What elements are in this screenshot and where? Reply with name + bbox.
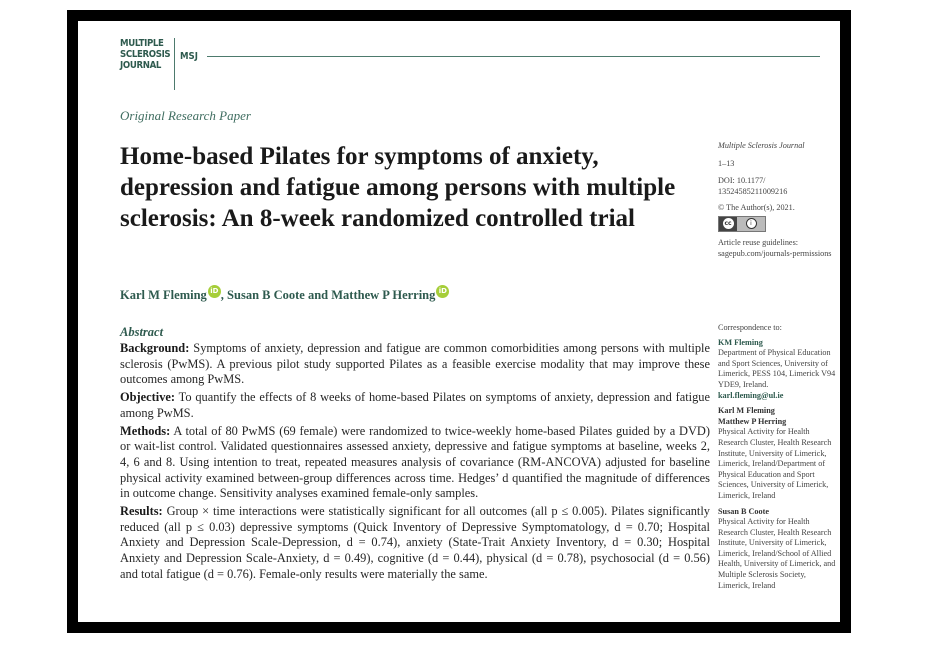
- journal-logo-text: [120, 38, 171, 71]
- paper-page: [78, 21, 840, 622]
- logo-line: SCLEROSIS: [120, 49, 171, 60]
- affiliation: [718, 406, 836, 501]
- section-text: A total of 80 PwMS (69 female) were randomized to twice-weekly home-based Pilates guided by a DVD) or wait-list control. Validated questionnaires assessed anxiety, depressive and fatigue symptoms at baseline, weeks 2, 4, 6 and 8. Using intention to treat, repeated measures analysis of covariance (RM-ANCOVA) adjusted for baseline physical activity examined between-group differences across time. Hedges’ d quantified the magnitude of differences in outcome change. Sensitivity analyses examined female-only samples.: [120, 423, 710, 501]
- affiliation-author: Matthew P Herring: [718, 416, 787, 426]
- logo-divider: [174, 38, 175, 90]
- header-rule: [207, 56, 820, 57]
- abstract-methods: [120, 424, 710, 503]
- doi-line: 13524585211009216: [718, 186, 788, 196]
- affiliation: [718, 507, 836, 592]
- affiliation-author: Karl M Fleming: [718, 406, 775, 416]
- creative-commons-icon: cc: [724, 220, 732, 228]
- article-title: Home-based Pilates for symptoms of anxiety, depression and fatigue among persons with multiple sclerosis: An 8-week randomized controlled trial: [120, 143, 676, 232]
- black-frame: [67, 10, 851, 633]
- doi-line: DOI: 10.1177/: [718, 176, 766, 186]
- affiliation-text: Physical Activity for Health Research Cluster, Health Research Institute, University of Limerick, Limerick, Ireland/Department of Physical Education and Sport Sciences, University of Limerick, Limerick, Ireland: [718, 427, 832, 500]
- orcid-icon[interactable]: iD: [436, 285, 449, 298]
- section-text: To quantify the effects of 8 weeks of home-based Pilates on symptoms of anxiety, depression and fatigue among PwMS.: [120, 390, 710, 420]
- page-range: 1–13: [718, 158, 735, 168]
- logo-line: MULTIPLE: [120, 38, 164, 49]
- orcid-icon[interactable]: iD: [208, 285, 221, 298]
- abstract-objective: [120, 390, 710, 421]
- reuse-guidelines[interactable]: Article reuse guidelines: sagepub.com/journals-permissions: [718, 237, 832, 258]
- section-label: Results:: [120, 504, 163, 519]
- abstract: [120, 325, 710, 585]
- affiliation-author: Susan B Coote: [718, 506, 769, 516]
- author-name[interactable]: Susan B Coote: [227, 288, 305, 302]
- abstract-background: [120, 341, 710, 388]
- correspondence: [718, 323, 836, 596]
- author-list: [120, 285, 449, 303]
- copyright: © The Author(s), 2021.: [718, 203, 795, 213]
- section-label: Background:: [120, 341, 190, 355]
- correspondence-email[interactable]: karl.fleming@ul.ie: [718, 390, 784, 400]
- cc-by-license-badge[interactable]: [718, 216, 766, 232]
- section-label: Methods:: [120, 423, 171, 438]
- abstract-results: [120, 504, 710, 583]
- author-separator: ,: [220, 288, 228, 302]
- correspondence-address: Department of Physical Education and Sport Sciences, University of Limerick, PESS 104, Limerick V94 YDE9, Ireland.: [718, 348, 836, 389]
- correspondence-name: KM Fleming: [718, 337, 763, 347]
- correspondence-heading: Correspondence to:: [718, 323, 782, 332]
- article-meta-sidebar: [718, 141, 836, 259]
- journal-abbreviation: MSJ: [180, 51, 198, 62]
- attribution-icon: i: [746, 218, 757, 229]
- section-text: Symptoms of anxiety, depression and fatigue are common comorbidities among persons with multiple sclerosis (PwMS). A previous pilot study supported Pilates as a feasible exercise modality that may improve these outcomes among PwMS.: [120, 341, 710, 387]
- doi[interactable]: [718, 176, 836, 197]
- author-name[interactable]: Matthew P Herring: [331, 288, 436, 302]
- article-type: Original Research Paper: [120, 108, 251, 123]
- section-text: Group × time interactions were statistically significant for all outcomes (all p ≤ 0.005). Pilates significantly reduced (all p ≤ 0.03) depressive symptoms (Quick Inventory of Depressive Symptomatology, d = 0.70; Hospital Anxiety and Depression Scale-Depression, d = 0.74), anxiety (State-Trait Anxiety Inventory, d = 0.30; Hospital Anxiety and Depression Scale-Anxiety, d = 0.49), cognitive (d = 0.44), physical (d = 0.78), psychosocial (d = 0.56) and total fatigue (d = 0.76). Female-only results were materially the same.: [120, 504, 710, 581]
- logo-line: JOURNAL: [120, 60, 162, 71]
- affiliation-text: Physical Activity for Health Research Cluster, Health Research Institute, University of Limerick, Limerick, Ireland/School of Allied Health, University of Limerick, and Multiple Sclerosis Society, Limerick, Ireland: [718, 517, 836, 590]
- abstract-heading: Abstract: [120, 325, 164, 339]
- section-label: Objective:: [120, 390, 176, 405]
- author-name[interactable]: Karl M Fleming: [120, 288, 207, 302]
- author-separator: and: [304, 288, 332, 302]
- sidebar-journal-name: Multiple Sclerosis Journal: [718, 141, 805, 150]
- journal-logo: [120, 38, 198, 71]
